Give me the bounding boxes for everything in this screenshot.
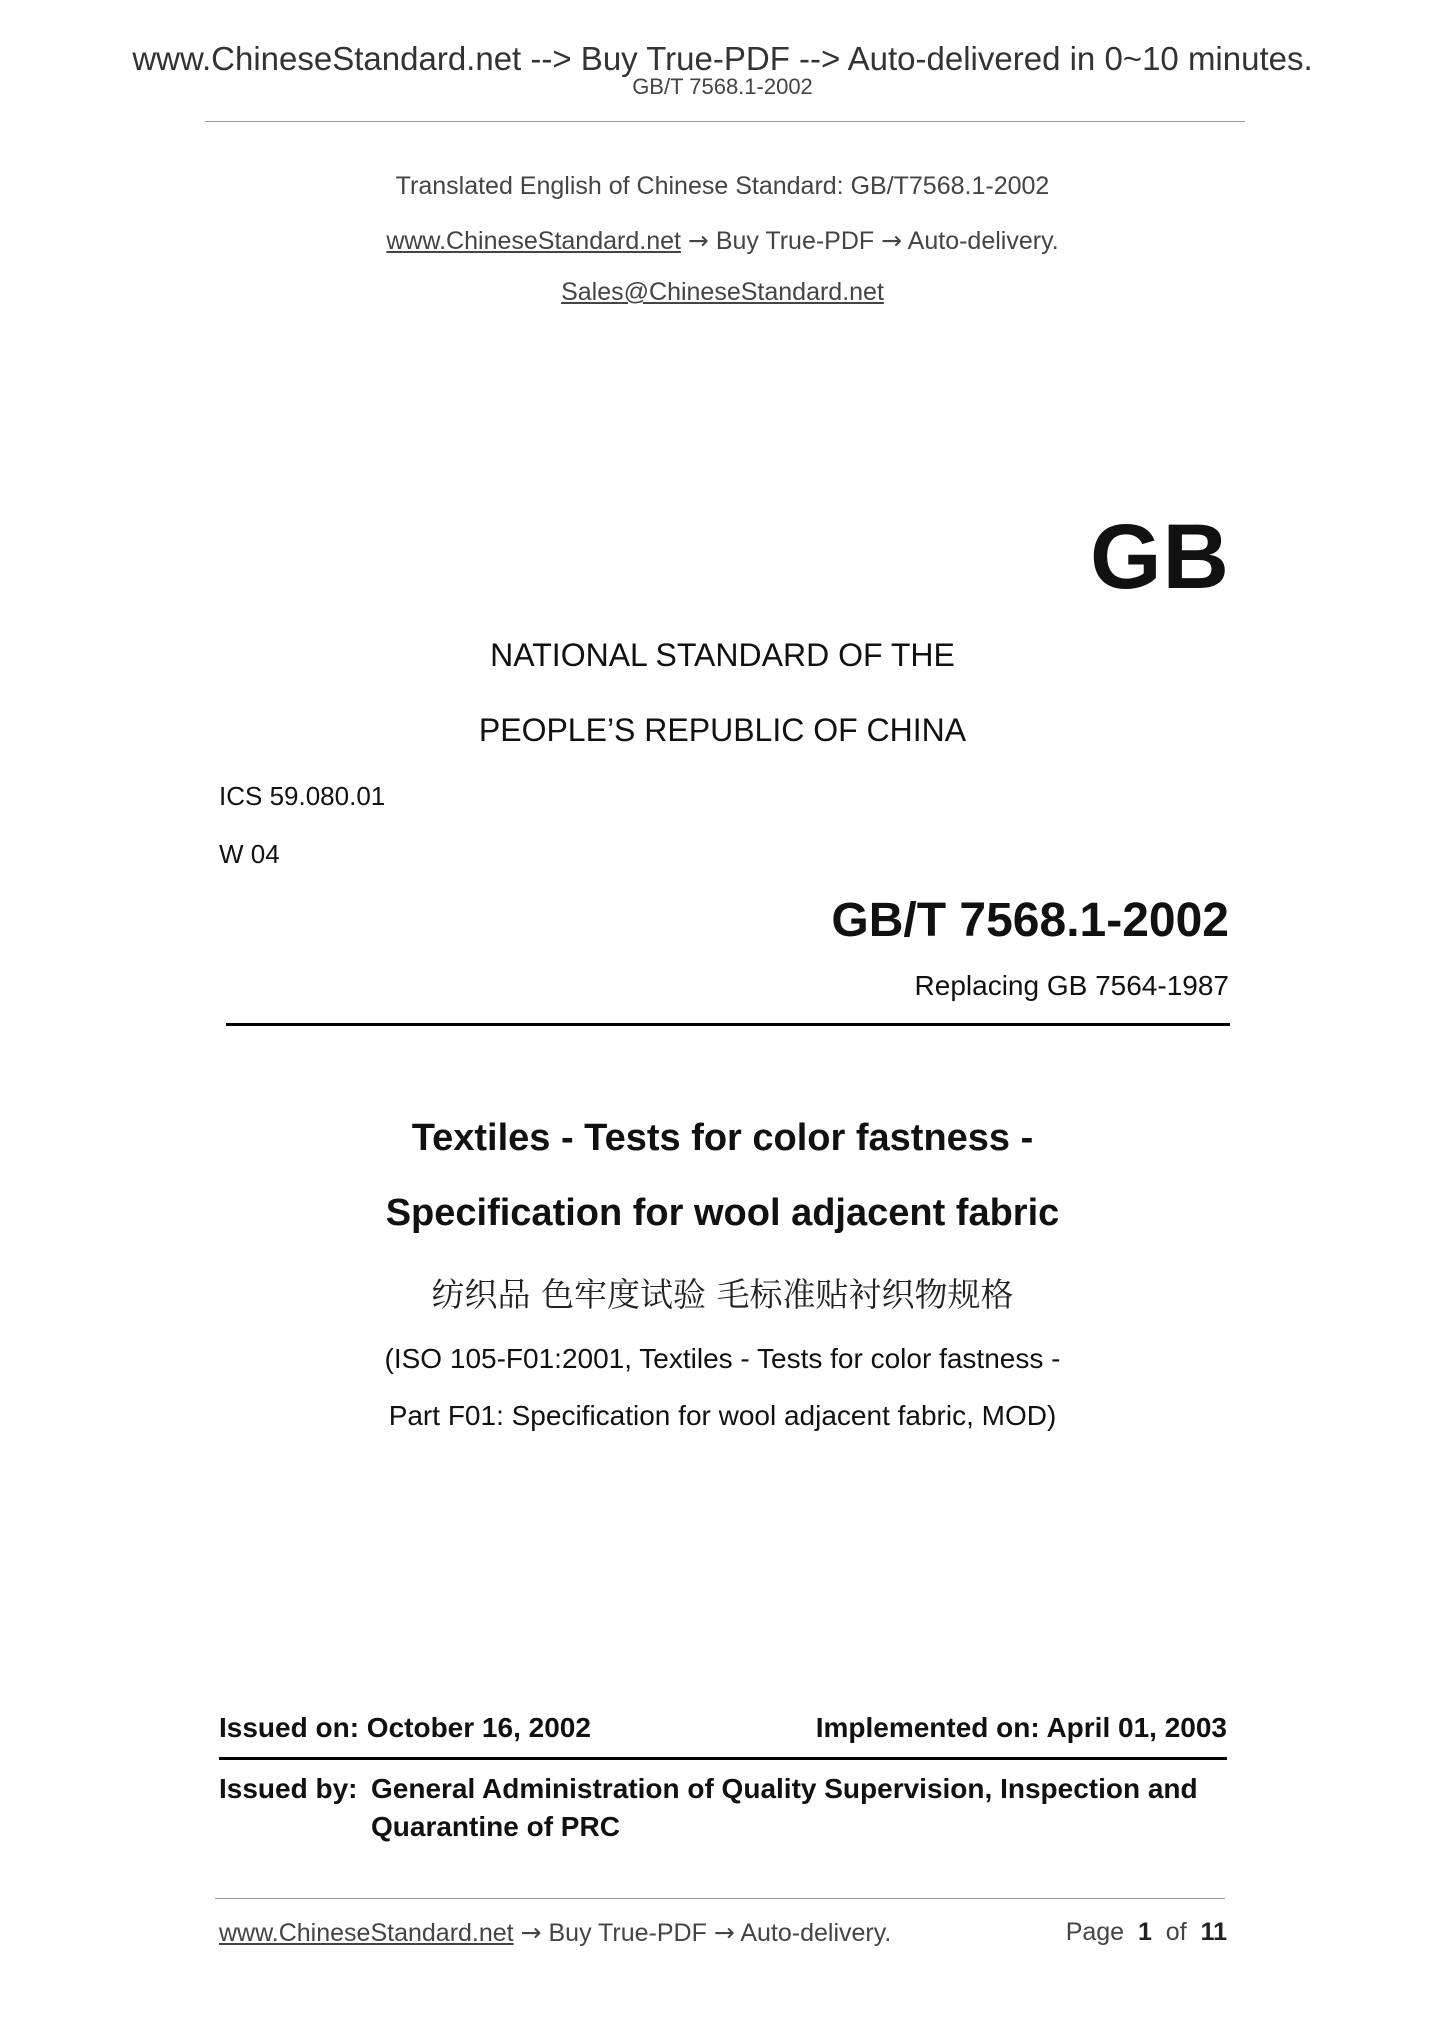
national-standard-line2: PEOPLE’S REPUBLIC OF CHINA xyxy=(478,712,967,748)
ics-code: ICS 59.080.01 xyxy=(219,781,386,811)
auto-delivery-text: Auto-delivery. xyxy=(907,227,1059,255)
classification-code: W 04 xyxy=(219,839,280,869)
standard-code: GB/T 7568.1-2002 xyxy=(831,894,1229,947)
page-of-label: of xyxy=(1165,1918,1187,1946)
arrow-right-icon: → xyxy=(520,1918,542,1947)
arrow-right-icon: → xyxy=(687,226,709,255)
footer-buy-text: Buy True-PDF xyxy=(548,1919,707,1947)
header-doc-code: GB/T 7568.1-2002 xyxy=(632,74,813,99)
footer-auto-text: Auto-delivery. xyxy=(740,1919,892,1947)
gb-logo: GB xyxy=(1090,506,1230,608)
sales-email-link[interactable]: Sales@ChineseStandard.net xyxy=(561,278,884,306)
arrow-right-icon: → xyxy=(881,226,903,255)
iso-reference-line2: Part F01: Specification for wool adjacent fabric, MOD) xyxy=(388,1400,1057,1431)
issue-divider xyxy=(219,1757,1227,1760)
site-link[interactable]: www.ChineseStandard.net xyxy=(386,227,681,255)
issuing-authority-line1: General Administration of Quality Supervision, Inspection and xyxy=(371,1773,1198,1804)
document-title-line1: Textiles - Tests for color fastness - xyxy=(411,1117,1034,1159)
document-title-chinese: 纺织品 色牢度试验 毛标准贴衬织物规格 xyxy=(431,1275,1014,1314)
footer-divider xyxy=(215,1898,1225,1899)
page-label: Page xyxy=(1065,1918,1125,1946)
buy-true-pdf-text: Buy True-PDF xyxy=(715,227,875,255)
implemented-on-date: Implemented on: April 01, 2003 xyxy=(815,1712,1227,1743)
top-banner: www.ChineseStandard.net --> Buy True-PDF --> Auto-delivered in 0~10 minutes. xyxy=(132,40,1313,77)
issued-by-block xyxy=(219,1770,1229,1846)
arrow-right-icon: → xyxy=(713,1918,735,1947)
issuing-authority-line2: Quarantine of PRC xyxy=(371,1811,620,1842)
iso-reference-line1: (ISO 105-F01:2001, Textiles - Tests for color fastness - xyxy=(384,1343,1061,1374)
document-title-line2: Specification for wool adjacent fabric xyxy=(385,1192,1060,1234)
page-total: 11 xyxy=(1200,1918,1227,1946)
page-current: 1 xyxy=(1137,1918,1152,1946)
header-divider xyxy=(205,121,1245,122)
footer-links xyxy=(219,1918,891,1948)
cover-divider xyxy=(226,1023,1230,1026)
page-indicator xyxy=(1066,1918,1227,1947)
issued-by-label: Issued by: xyxy=(219,1773,358,1804)
replacing-note: Replacing GB 7564-1987 xyxy=(914,970,1229,1001)
translation-title: Translated English of Chinese Standard: GB/T7568.1-2002 xyxy=(395,172,1050,200)
issued-on-date: Issued on: October 16, 2002 xyxy=(219,1712,591,1743)
translation-links xyxy=(0,226,1445,256)
footer-site-link[interactable]: www.ChineseStandard.net xyxy=(219,1919,514,1947)
sales-email-row xyxy=(0,278,1445,307)
national-standard-line1: NATIONAL STANDARD OF THE xyxy=(490,637,955,673)
